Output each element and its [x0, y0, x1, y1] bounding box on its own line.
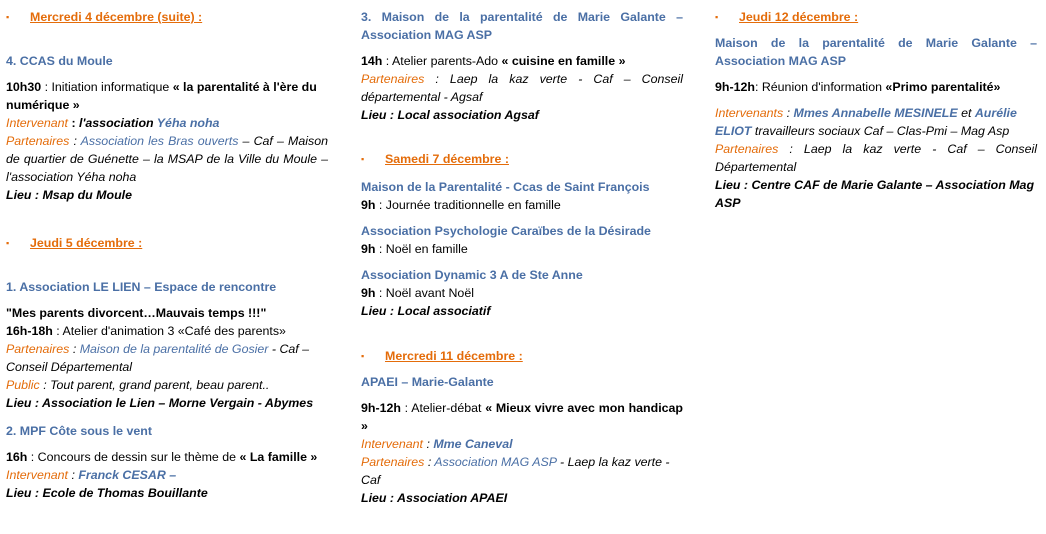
org-heading: Maison de la parentalité de Marie Galante – Association MAG ASP [715, 36, 1037, 68]
event-quote: "Mes parents divorcent…Mauvais temps !!!" [6, 306, 267, 320]
bullet-icon: ▪ [361, 154, 365, 164]
event-location: Lieu : Ecole de Thomas Bouillante [6, 486, 208, 500]
event-partners: Partenaires : Association les Bras ouverts – Caf – Maison de quartier de Guénette – la MSAP de la Ville du Moule – l'association Yéha noha [6, 134, 328, 184]
day-heading: ▪ Samedi 7 décembre : [361, 152, 509, 166]
event-partners: Partenaires : Maison de la parentalité de Gosier - Caf – Conseil Départemental [6, 342, 310, 374]
event-description: 14h : Atelier parents-Ado « cuisine en famille » [361, 54, 626, 68]
org-heading: APAEI – Marie-Galante [361, 375, 494, 389]
event-description: 9h : Journée traditionnelle en famille [361, 198, 561, 212]
event-description: 9h : Noël en famille [361, 242, 468, 256]
org-heading: Maison de la Parentalité - Ccas de Saint François [361, 180, 650, 194]
event-speaker: Intervenant : Mme Caneval [361, 437, 513, 451]
bullet-icon: ▪ [6, 12, 10, 22]
bullet-icon: ▪ [715, 12, 719, 22]
column-1 [6, 8, 328, 502]
event-location: Lieu : Local associatif [361, 304, 491, 318]
org-heading: 4. CCAS du Moule [6, 54, 113, 68]
event-description: 16h-18h : Atelier d'animation 3 «Café des parents» [6, 324, 286, 338]
org-heading: Association Psychologie Caraïbes de la Désirade [361, 224, 651, 238]
day-heading: ▪ Jeudi 5 décembre : [6, 236, 143, 250]
event-location: Lieu : Centre CAF de Marie Galante – Association Mag ASP [715, 178, 1035, 210]
event-speaker: Intervenants : Mmes Annabelle MESINELE et Aurélie ELIOT travailleurs sociaux Caf – Clas-Pmi – Mag Asp [715, 106, 1017, 138]
org-heading: 2. MPF Côte sous le vent [6, 424, 152, 438]
bullet-icon: ▪ [6, 238, 10, 248]
event-description: 9h-12h: Réunion d'information «Primo parentalité» [715, 80, 1001, 94]
event-partners: Partenaires : Laep la kaz verte - Caf – Conseil départemental - Agsaf [361, 72, 683, 104]
event-description: 16h : Concours de dessin sur le thème de « La famille » [6, 450, 318, 464]
event-description: 9h-12h : Atelier-débat « Mieux vivre avec mon handicap » [361, 401, 683, 433]
event-public: Public : Tout parent, grand parent, beau parent.. [6, 378, 270, 392]
event-partners: Partenaires : Laep la kaz verte - Caf – Conseil Départemental [715, 142, 1037, 174]
event-speaker: Intervenant : l'association Yéha noha [6, 116, 220, 130]
org-heading: Association Dynamic 3 A de Ste Anne [361, 268, 583, 282]
column-2 [361, 8, 683, 507]
event-description: 10h30 : Initiation informatique « la parentalité à l'ère du numérique » [6, 80, 317, 112]
bullet-icon: ▪ [361, 351, 365, 361]
day-heading: ▪ Mercredi 11 décembre : [361, 349, 523, 363]
org-heading: 1. Association LE LIEN – Espace de rencontre [6, 280, 277, 294]
event-location: Lieu : Association le Lien – Morne Vergain - Abymes [6, 396, 314, 410]
event-location: Lieu : Msap du Moule [6, 188, 132, 202]
day-heading: ▪ Jeudi 12 décembre : [715, 10, 859, 24]
org-heading: 3. Maison de la parentalité de Marie Galante – Association MAG ASP [361, 10, 683, 42]
event-speaker: Intervenant : Franck CESAR – [6, 468, 177, 482]
event-description: 9h : Noël avant Noël [361, 286, 474, 300]
event-location: Lieu : Local association Agsaf [361, 108, 539, 122]
day-heading: ▪ Mercredi 4 décembre (suite) : [6, 10, 203, 24]
column-3 [715, 8, 1037, 212]
event-location: Lieu : Association APAEI [361, 491, 508, 505]
event-partners: Partenaires : Association MAG ASP - Laep la kaz verte - Caf [361, 455, 670, 487]
